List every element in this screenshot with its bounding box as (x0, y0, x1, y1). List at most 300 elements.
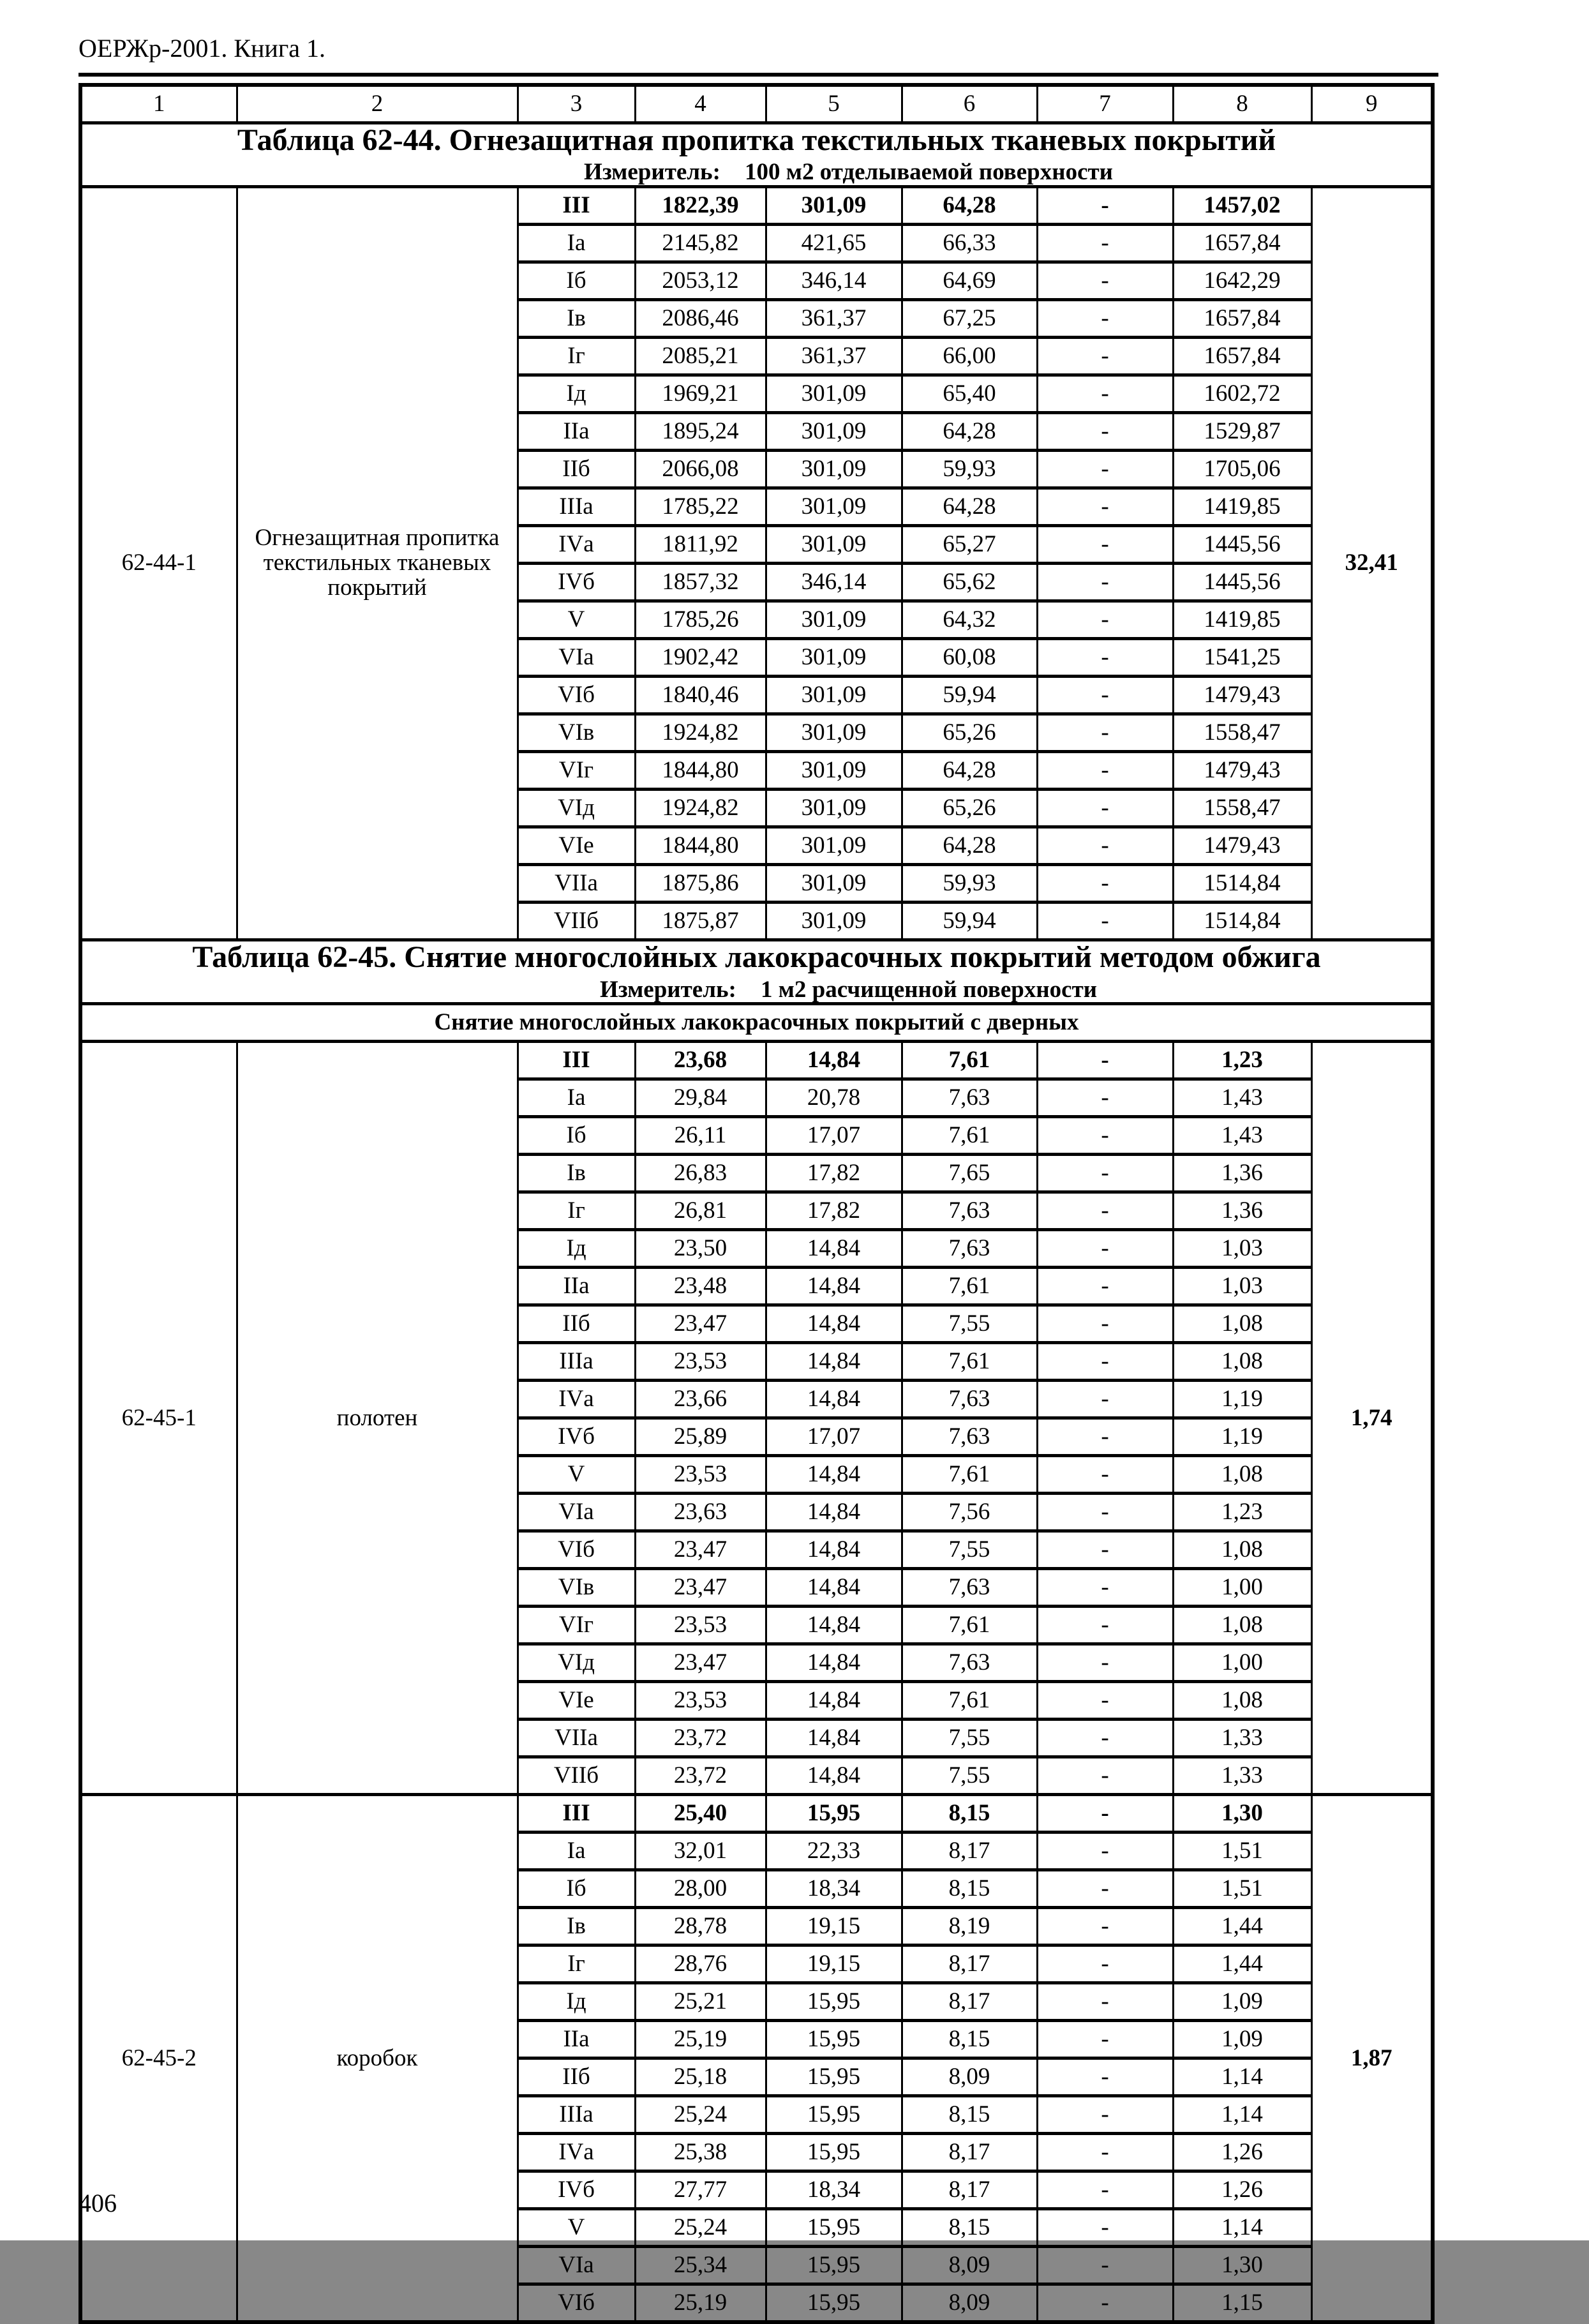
value-col5-cell: 301,09 (766, 677, 902, 714)
value-col5-cell: 301,09 (766, 526, 902, 564)
category-cell: VIIб (518, 903, 635, 940)
value-col8-cell: 1,14 (1173, 2058, 1311, 2096)
value-col4-cell: 25,18 (635, 2058, 766, 2096)
value-col6-cell: 8,17 (902, 1945, 1037, 1983)
value-col6-cell: 67,25 (902, 300, 1037, 338)
dash-col7-cell: - (1037, 1870, 1173, 1908)
measurer-value: 1 м2 расчищенной поверхности (760, 976, 1098, 1003)
category-cell: VIа (518, 639, 635, 677)
value-col8-cell: 1529,87 (1173, 413, 1311, 451)
value-col8-cell: 1705,06 (1173, 451, 1311, 488)
value-col6-cell: 7,63 (902, 1230, 1037, 1268)
category-cell: V (518, 2209, 635, 2247)
value-col5-cell: 14,84 (766, 1305, 902, 1343)
measurer-value: 100 м2 отделываемой поверхности (745, 159, 1113, 186)
dash-col7-cell: - (1037, 827, 1173, 865)
value-col5-cell: 301,09 (766, 639, 902, 677)
value-col6-cell: 59,94 (902, 903, 1037, 940)
value-col4-cell: 28,76 (635, 1945, 766, 1983)
dash-col7-cell: - (1037, 1795, 1173, 1833)
value-col6-cell: 64,32 (902, 601, 1037, 639)
dash-col7-cell: - (1037, 1418, 1173, 1456)
category-cell: V (518, 601, 635, 639)
column-number-3: 3 (518, 85, 635, 123)
category-cell: III (518, 187, 635, 225)
value-col9-cell: 1,74 (1311, 1042, 1433, 1795)
value-col8-cell: 1642,29 (1173, 262, 1311, 300)
value-col4-cell: 23,72 (635, 1757, 766, 1795)
category-cell: VIIб (518, 1757, 635, 1795)
value-col5-cell: 15,95 (766, 2209, 902, 2247)
value-col5-cell: 14,84 (766, 1757, 902, 1795)
category-cell: Iб (518, 1117, 635, 1155)
value-col8-cell: 1,03 (1173, 1268, 1311, 1305)
value-col6-cell: 59,94 (902, 677, 1037, 714)
value-col6-cell: 66,00 (902, 338, 1037, 375)
category-cell: Iд (518, 1230, 635, 1268)
table-title: Таблица 62-44. Огнезащитная пропитка текстильных тканевых покрытий (237, 123, 1276, 157)
value-col4-cell: 25,19 (635, 2021, 766, 2058)
value-col8-cell: 1,08 (1173, 1607, 1311, 1644)
value-col5-cell: 17,82 (766, 1192, 902, 1230)
value-col6-cell: 8,17 (902, 2171, 1037, 2209)
category-cell: Iг (518, 1945, 635, 1983)
value-col6-cell: 64,69 (902, 262, 1037, 300)
value-col6-cell: 64,28 (902, 187, 1037, 225)
value-col5-cell: 301,09 (766, 451, 902, 488)
value-col6-cell: 64,28 (902, 752, 1037, 790)
value-col4-cell: 1875,87 (635, 903, 766, 940)
value-col8-cell: 1,08 (1173, 1682, 1311, 1720)
value-col5-cell: 22,33 (766, 1833, 902, 1870)
category-cell: IIа (518, 413, 635, 451)
value-col4-cell: 1924,82 (635, 790, 766, 827)
value-col6-cell: 7,63 (902, 1569, 1037, 1607)
value-col8-cell: 1479,43 (1173, 752, 1311, 790)
value-col4-cell: 1857,32 (635, 564, 766, 601)
dash-col7-cell: - (1037, 2284, 1173, 2323)
value-col8-cell: 1445,56 (1173, 564, 1311, 601)
value-col8-cell: 1,36 (1173, 1192, 1311, 1230)
value-col6-cell: 7,63 (902, 1381, 1037, 1418)
value-col4-cell: 1844,80 (635, 827, 766, 865)
measurer-line (82, 160, 1431, 185)
value-col5-cell: 18,34 (766, 1870, 902, 1908)
value-col6-cell: 7,63 (902, 1192, 1037, 1230)
value-col8-cell: 1,08 (1173, 1305, 1311, 1343)
dash-col7-cell: - (1037, 338, 1173, 375)
dash-col7-cell: - (1037, 2058, 1173, 2096)
value-col5-cell: 14,84 (766, 1230, 902, 1268)
value-col8-cell: 1,44 (1173, 1908, 1311, 1945)
value-col6-cell: 7,56 (902, 1494, 1037, 1531)
category-cell: VIб (518, 1531, 635, 1569)
category-cell: Iг (518, 338, 635, 375)
measurer-label: Измеритель: (584, 159, 720, 186)
item-description: Огнезащитная пропитка текстильных тканевых покрытий (237, 187, 518, 940)
dash-col7-cell: - (1037, 488, 1173, 526)
value-col4-cell: 26,11 (635, 1117, 766, 1155)
dash-col7-cell: - (1037, 526, 1173, 564)
value-col5-cell: 361,37 (766, 338, 902, 375)
value-col6-cell: 8,15 (902, 2096, 1037, 2134)
value-col6-cell: 7,61 (902, 1117, 1037, 1155)
value-col8-cell: 1,30 (1173, 1795, 1311, 1833)
dash-col7-cell: - (1037, 1343, 1173, 1381)
value-col4-cell: 23,47 (635, 1569, 766, 1607)
value-col8-cell: 1445,56 (1173, 526, 1311, 564)
value-col9-cell: 1,87 (1311, 1795, 1433, 2323)
value-col4-cell: 25,24 (635, 2096, 766, 2134)
category-cell: VIг (518, 752, 635, 790)
value-col8-cell: 1,23 (1173, 1042, 1311, 1079)
value-col8-cell: 1,08 (1173, 1531, 1311, 1569)
value-col5-cell: 15,95 (766, 2021, 902, 2058)
value-col6-cell: 7,63 (902, 1079, 1037, 1117)
value-col4-cell: 23,53 (635, 1456, 766, 1494)
dash-col7-cell: - (1037, 2209, 1173, 2247)
value-col6-cell: 8,15 (902, 2209, 1037, 2247)
value-col6-cell: 64,28 (902, 488, 1037, 526)
category-cell: IIа (518, 2021, 635, 2058)
value-col4-cell: 2066,08 (635, 451, 766, 488)
value-col5-cell: 14,84 (766, 1381, 902, 1418)
value-col5-cell: 301,09 (766, 903, 902, 940)
value-col8-cell: 1,09 (1173, 2021, 1311, 2058)
value-col6-cell: 65,40 (902, 375, 1037, 413)
value-col8-cell: 1,00 (1173, 1644, 1311, 1682)
value-col5-cell: 17,07 (766, 1418, 902, 1456)
value-col4-cell: 28,78 (635, 1908, 766, 1945)
dash-col7-cell: - (1037, 2096, 1173, 2134)
value-col4-cell: 23,50 (635, 1230, 766, 1268)
dash-col7-cell: - (1037, 790, 1173, 827)
value-col6-cell: 7,61 (902, 1682, 1037, 1720)
category-cell: VIд (518, 790, 635, 827)
value-col8-cell: 1657,84 (1173, 225, 1311, 262)
value-col6-cell: 8,09 (902, 2284, 1037, 2323)
value-col8-cell: 1,44 (1173, 1945, 1311, 1983)
value-col8-cell: 1558,47 (1173, 790, 1311, 827)
item-description: коробок (237, 1795, 518, 2323)
header-rule (78, 73, 1438, 77)
value-col5-cell: 15,95 (766, 1795, 902, 1833)
value-col4-cell: 25,40 (635, 1795, 766, 1833)
value-col8-cell: 1,51 (1173, 1833, 1311, 1870)
table-title-row (80, 940, 1433, 1004)
table-title-cell (80, 123, 1433, 187)
value-col6-cell: 8,15 (902, 1795, 1037, 1833)
value-col6-cell: 7,63 (902, 1418, 1037, 1456)
dash-col7-cell: - (1037, 1117, 1173, 1155)
category-cell: IVа (518, 2134, 635, 2171)
category-cell: Iд (518, 1983, 635, 2021)
category-cell: III (518, 1795, 635, 1833)
category-cell: IIб (518, 451, 635, 488)
value-col4-cell: 28,00 (635, 1870, 766, 1908)
value-col4-cell: 23,68 (635, 1042, 766, 1079)
value-col8-cell: 1,23 (1173, 1494, 1311, 1531)
value-col6-cell: 8,09 (902, 2058, 1037, 2096)
value-col6-cell: 7,61 (902, 1607, 1037, 1644)
item-code: 62-45-1 (80, 1042, 237, 1795)
value-col5-cell: 14,84 (766, 1343, 902, 1381)
value-col5-cell: 14,84 (766, 1456, 902, 1494)
value-col6-cell: 59,93 (902, 451, 1037, 488)
value-col6-cell: 7,65 (902, 1155, 1037, 1192)
value-col4-cell: 23,48 (635, 1268, 766, 1305)
data-row (80, 1042, 1433, 1079)
value-col4-cell: 2085,21 (635, 338, 766, 375)
value-col4-cell: 23,53 (635, 1682, 766, 1720)
dash-col7-cell: - (1037, 2171, 1173, 2209)
column-numbers-row (80, 85, 1433, 123)
dash-col7-cell: - (1037, 714, 1173, 752)
dash-col7-cell: - (1037, 1042, 1173, 1079)
value-col8-cell: 1602,72 (1173, 375, 1311, 413)
category-cell: Iа (518, 225, 635, 262)
item-code: 62-44-1 (80, 187, 237, 940)
column-number-4: 4 (635, 85, 766, 123)
value-col5-cell: 301,09 (766, 413, 902, 451)
value-col5-cell: 14,84 (766, 1720, 902, 1757)
value-col8-cell: 1,19 (1173, 1381, 1311, 1418)
value-col8-cell: 1479,43 (1173, 677, 1311, 714)
value-col8-cell: 1,14 (1173, 2096, 1311, 2134)
value-col5-cell: 301,09 (766, 601, 902, 639)
value-col5-cell: 346,14 (766, 564, 902, 601)
value-col4-cell: 23,47 (635, 1531, 766, 1569)
category-cell: VIв (518, 714, 635, 752)
value-col9-cell: 32,41 (1311, 187, 1433, 940)
value-col6-cell: 7,61 (902, 1456, 1037, 1494)
value-col4-cell: 25,34 (635, 2247, 766, 2284)
item-code: 62-45-2 (80, 1795, 237, 2323)
value-col8-cell: 1,30 (1173, 2247, 1311, 2284)
value-col4-cell: 1844,80 (635, 752, 766, 790)
value-col6-cell: 7,61 (902, 1042, 1037, 1079)
value-col8-cell: 1419,85 (1173, 601, 1311, 639)
value-col5-cell: 301,09 (766, 752, 902, 790)
value-col8-cell: 1,43 (1173, 1117, 1311, 1155)
value-col4-cell: 1902,42 (635, 639, 766, 677)
category-cell: Iб (518, 262, 635, 300)
value-col4-cell: 2086,46 (635, 300, 766, 338)
value-col5-cell: 421,65 (766, 225, 902, 262)
value-col5-cell: 15,95 (766, 1983, 902, 2021)
category-cell: VIIа (518, 865, 635, 903)
category-cell: VIд (518, 1644, 635, 1682)
category-cell: IIб (518, 2058, 635, 2096)
table-title: Таблица 62-45. Снятие многослойных лакокрасочных покрытий методом обжига (192, 940, 1321, 975)
dash-col7-cell: - (1037, 601, 1173, 639)
value-col6-cell: 7,61 (902, 1268, 1037, 1305)
category-cell: Iг (518, 1192, 635, 1230)
value-col5-cell: 14,84 (766, 1644, 902, 1682)
value-col5-cell: 20,78 (766, 1079, 902, 1117)
value-col5-cell: 15,95 (766, 2247, 902, 2284)
dash-col7-cell: - (1037, 1230, 1173, 1268)
category-cell: VIIа (518, 1720, 635, 1757)
value-col5-cell: 17,82 (766, 1155, 902, 1192)
category-cell: IVб (518, 2171, 635, 2209)
value-col6-cell: 65,26 (902, 790, 1037, 827)
value-col4-cell: 23,47 (635, 1305, 766, 1343)
dash-col7-cell: - (1037, 1456, 1173, 1494)
value-col4-cell: 25,38 (635, 2134, 766, 2171)
dash-col7-cell: - (1037, 1682, 1173, 1720)
category-cell: Iа (518, 1079, 635, 1117)
value-col6-cell: 8,17 (902, 1833, 1037, 1870)
dash-col7-cell: - (1037, 262, 1173, 300)
value-col5-cell: 14,84 (766, 1268, 902, 1305)
category-cell: VIа (518, 2247, 635, 2284)
value-col5-cell: 301,09 (766, 488, 902, 526)
value-col8-cell: 1,33 (1173, 1757, 1311, 1795)
document-header: ОЕРЖр-2001. Книга 1. (78, 34, 325, 63)
category-cell: Iв (518, 300, 635, 338)
value-col8-cell: 1,33 (1173, 1720, 1311, 1757)
value-col4-cell: 2053,12 (635, 262, 766, 300)
section-header-row (80, 1004, 1433, 1042)
dash-col7-cell: - (1037, 2021, 1173, 2058)
dash-col7-cell: - (1037, 903, 1173, 940)
value-col8-cell: 1541,25 (1173, 639, 1311, 677)
dash-col7-cell: - (1037, 2134, 1173, 2171)
dash-col7-cell: - (1037, 1983, 1173, 2021)
dash-col7-cell: - (1037, 1268, 1173, 1305)
dash-col7-cell: - (1037, 564, 1173, 601)
dash-col7-cell: - (1037, 1494, 1173, 1531)
value-col8-cell: 1514,84 (1173, 903, 1311, 940)
value-col5-cell: 14,84 (766, 1569, 902, 1607)
dash-col7-cell: - (1037, 1381, 1173, 1418)
value-col4-cell: 1895,24 (635, 413, 766, 451)
column-number-1: 1 (80, 85, 237, 123)
dash-col7-cell: - (1037, 1908, 1173, 1945)
norms-table-body (80, 85, 1433, 2322)
value-col6-cell: 7,61 (902, 1343, 1037, 1381)
value-col5-cell: 301,09 (766, 827, 902, 865)
dash-col7-cell: - (1037, 1757, 1173, 1795)
value-col5-cell: 14,84 (766, 1607, 902, 1644)
value-col4-cell: 23,63 (635, 1494, 766, 1531)
column-number-7: 7 (1037, 85, 1173, 123)
category-cell: IIа (518, 1268, 635, 1305)
value-col5-cell: 301,09 (766, 187, 902, 225)
dash-col7-cell: - (1037, 187, 1173, 225)
data-row (80, 187, 1433, 225)
dash-col7-cell: - (1037, 1079, 1173, 1117)
value-col8-cell: 1558,47 (1173, 714, 1311, 752)
category-cell: VIе (518, 1682, 635, 1720)
value-col4-cell: 25,24 (635, 2209, 766, 2247)
value-col6-cell: 7,55 (902, 1757, 1037, 1795)
dash-col7-cell: - (1037, 1833, 1173, 1870)
value-col4-cell: 23,66 (635, 1381, 766, 1418)
dash-col7-cell: - (1037, 1945, 1173, 1983)
category-cell: IVб (518, 564, 635, 601)
value-col6-cell: 8,09 (902, 2247, 1037, 2284)
value-col8-cell: 1,43 (1173, 1079, 1311, 1117)
category-cell: IVб (518, 1418, 635, 1456)
value-col6-cell: 8,15 (902, 1870, 1037, 1908)
category-cell: VIг (518, 1607, 635, 1644)
category-cell: Iб (518, 1870, 635, 1908)
column-number-9: 9 (1311, 85, 1433, 123)
data-row (80, 1795, 1433, 1833)
value-col6-cell: 64,28 (902, 413, 1037, 451)
value-col4-cell: 23,47 (635, 1644, 766, 1682)
category-cell: VIа (518, 1494, 635, 1531)
measurer-label: Измеритель: (599, 976, 736, 1003)
value-col4-cell: 2145,82 (635, 225, 766, 262)
category-cell: IVа (518, 526, 635, 564)
value-col5-cell: 14,84 (766, 1682, 902, 1720)
value-col4-cell: 26,83 (635, 1155, 766, 1192)
value-col6-cell: 66,33 (902, 225, 1037, 262)
category-cell: III (518, 1042, 635, 1079)
value-col6-cell: 65,26 (902, 714, 1037, 752)
value-col5-cell: 301,09 (766, 375, 902, 413)
value-col8-cell: 1,36 (1173, 1155, 1311, 1192)
dash-col7-cell: - (1037, 300, 1173, 338)
value-col4-cell: 1840,46 (635, 677, 766, 714)
dash-col7-cell: - (1037, 413, 1173, 451)
value-col6-cell: 59,93 (902, 865, 1037, 903)
page-number: 406 (78, 2189, 117, 2217)
dash-col7-cell: - (1037, 451, 1173, 488)
dash-col7-cell: - (1037, 2247, 1173, 2284)
dash-col7-cell: - (1037, 1644, 1173, 1682)
value-col6-cell: 65,62 (902, 564, 1037, 601)
value-col5-cell: 15,95 (766, 2058, 902, 2096)
value-col5-cell: 17,07 (766, 1117, 902, 1155)
value-col5-cell: 18,34 (766, 2171, 902, 2209)
dash-col7-cell: - (1037, 1569, 1173, 1607)
value-col5-cell: 19,15 (766, 1945, 902, 1983)
value-col8-cell: 1,03 (1173, 1230, 1311, 1268)
value-col4-cell: 1811,92 (635, 526, 766, 564)
value-col8-cell: 1,09 (1173, 1983, 1311, 2021)
dash-col7-cell: - (1037, 375, 1173, 413)
category-cell: VIб (518, 2284, 635, 2323)
value-col5-cell: 15,95 (766, 2284, 902, 2323)
value-col4-cell: 1822,39 (635, 187, 766, 225)
value-col4-cell: 26,81 (635, 1192, 766, 1230)
value-col4-cell: 1969,21 (635, 375, 766, 413)
value-col6-cell: 64,28 (902, 827, 1037, 865)
value-col6-cell: 7,63 (902, 1644, 1037, 1682)
column-number-6: 6 (902, 85, 1037, 123)
section-header: Снятие многослойных лакокрасочных покрытий с дверных (80, 1004, 1433, 1042)
column-number-5: 5 (766, 85, 902, 123)
value-col8-cell: 1,26 (1173, 2134, 1311, 2171)
value-col8-cell: 1514,84 (1173, 865, 1311, 903)
value-col4-cell: 25,19 (635, 2284, 766, 2323)
value-col8-cell: 1,14 (1173, 2209, 1311, 2247)
category-cell: IIIа (518, 1343, 635, 1381)
category-cell: VIе (518, 827, 635, 865)
value-col6-cell: 7,55 (902, 1305, 1037, 1343)
value-col8-cell: 1,08 (1173, 1456, 1311, 1494)
value-col5-cell: 15,95 (766, 2096, 902, 2134)
table-title-cell (80, 940, 1433, 1004)
value-col8-cell: 1,51 (1173, 1870, 1311, 1908)
value-col4-cell: 1785,26 (635, 601, 766, 639)
value-col8-cell: 1,00 (1173, 1569, 1311, 1607)
dash-col7-cell: - (1037, 1192, 1173, 1230)
